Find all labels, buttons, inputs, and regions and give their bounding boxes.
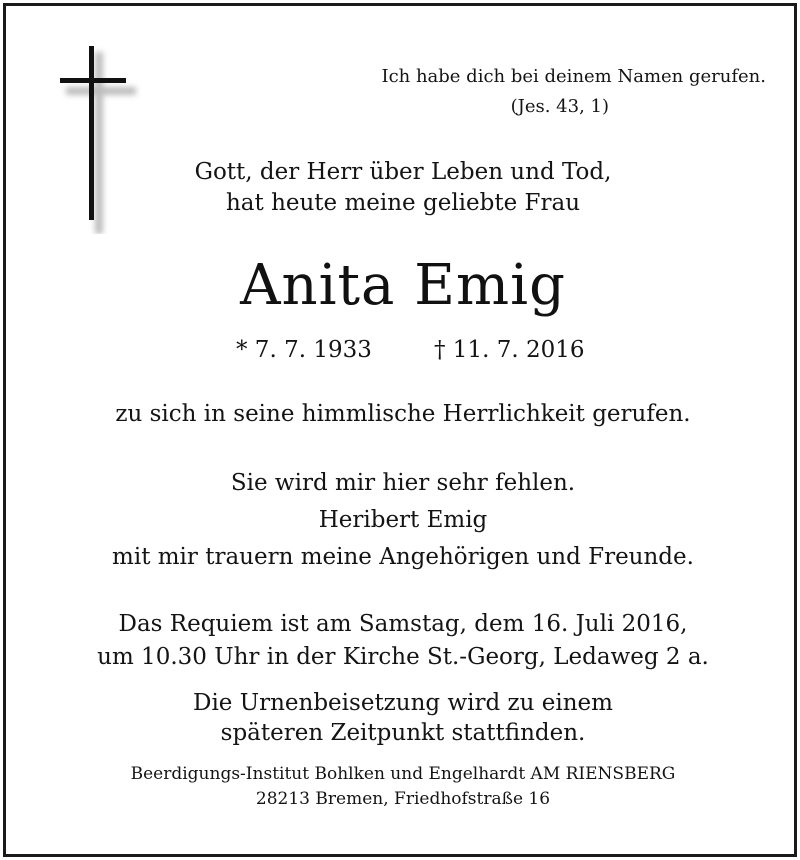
funeral-home-address: 28213 Bremen, Friedhofstraße 16 bbox=[255, 789, 551, 809]
obituary-notice bbox=[3, 3, 797, 857]
bible-quote: Ich habe dich bei deinem Namen gerufen. bbox=[381, 66, 766, 87]
mourning-line-3: mit mir trauern meine Angehörigen und Freunde. bbox=[112, 544, 694, 570]
life-dates bbox=[6, 339, 800, 369]
death-date: † 11. 7. 2016 bbox=[434, 337, 585, 363]
mourning-line-1: Sie wird mir hier sehr fehlen. bbox=[230, 470, 576, 496]
funeral-home-name: Beerdigungs-Institut Bohlken und Engelhardt AM RIENSBERG bbox=[130, 764, 676, 784]
intro-line-2: hat heute meine geliebte Frau bbox=[225, 190, 581, 216]
requiem-line-1: Das Requiem ist am Samstag, dem 16. Juli 2016, bbox=[118, 611, 688, 637]
deceased-name: Anita Emig bbox=[240, 253, 566, 318]
called-line: zu sich in seine himmlische Herrlichkeit gerufen. bbox=[115, 401, 691, 427]
birth-date: * 7. 7. 1933 bbox=[236, 337, 372, 363]
intro-line-1: Gott, der Herr über Leben und Tod, bbox=[194, 159, 612, 185]
requiem-line-2: um 10.30 Uhr in der Kirche St.-Georg, Ledaweg 2 a. bbox=[97, 644, 709, 670]
burial-line-2: späteren Zeitpunkt stattfinden. bbox=[220, 720, 586, 746]
signer-name: Heribert Emig bbox=[318, 507, 488, 533]
burial-line-1: Die Urnenbeisetzung wird zu einem bbox=[193, 690, 613, 716]
bible-reference: (Jes. 43, 1) bbox=[510, 96, 609, 117]
